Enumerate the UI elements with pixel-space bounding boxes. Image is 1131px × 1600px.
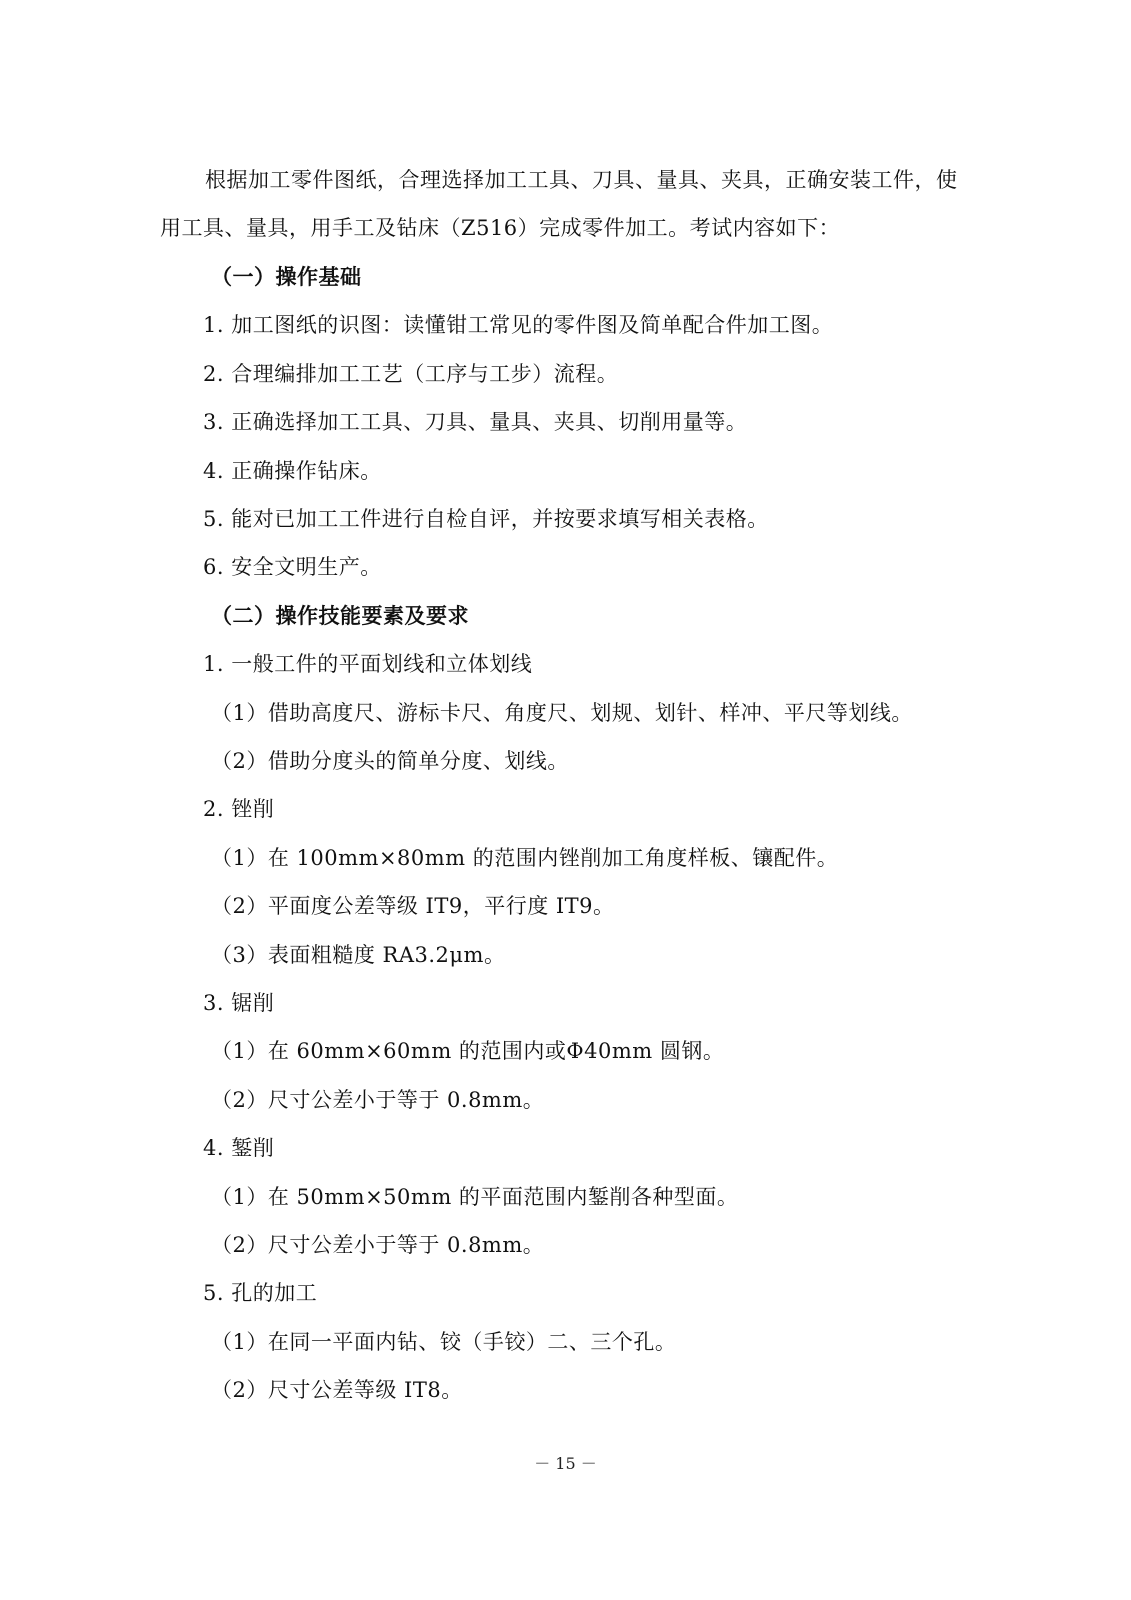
body-line: 6. 安全文明生产。 (203, 555, 382, 580)
section-heading: （二）操作技能要素及要求 (211, 602, 469, 628)
body-line: （1）借助高度尺、游标卡尺、角度尺、划规、划针、样冲、平尺等划线。 (211, 700, 913, 725)
body-line: （2）借助分度头的简单分度、划线。 (211, 749, 569, 773)
body-line: （1）在同一平面内钻、铰（手铰）二、三个孔。 (211, 1329, 677, 1354)
body-line: （2）尺寸公差小于等于 0.8mm。 (211, 1233, 545, 1257)
body-line: 3. 锯削 (203, 991, 275, 1015)
page-number: － 15 － (534, 1454, 597, 1473)
body-line: 2. 合理编排加工工艺（工序与工步）流程。 (203, 361, 619, 386)
body-line: 4. 錾削 (203, 1136, 275, 1161)
body-line: （1）在 50mm×50mm 的平面范围内錾削各种型面。 (211, 1184, 739, 1209)
body-line: （2）平面度公差等级 IT9，平行度 IT9。 (211, 894, 615, 919)
body-line: 4. 正确操作钻床。 (203, 458, 382, 483)
body-line: 2. 锉削 (203, 797, 275, 822)
body-line: 1. 加工图纸的识图：读懂钳工常见的零件图及简单配合件加工图。 (203, 313, 834, 338)
body-line: 5. 孔的加工 (203, 1281, 318, 1306)
body-line: （1）在 60mm×60mm 的范围内或Φ40mm 圆钢。 (211, 1039, 725, 1064)
intro-paragraph-line-2: 用工具、量具，用手工及钻床（Z516）完成零件加工。考试内容如下： (160, 216, 841, 240)
body-line: （2）尺寸公差小于等于 0.8mm。 (211, 1087, 545, 1112)
intro-paragraph-line-1: 根据加工零件图纸，合理选择加工工具、刀具、量具、夹具，正确安装工件，使 (205, 168, 958, 192)
body-line: 1. 一般工件的平面划线和立体划线 (203, 652, 533, 677)
section-heading: （一）操作基础 (211, 264, 362, 289)
body-line: （3）表面粗糙度 RA3.2μm。 (211, 942, 506, 967)
body-line: （2）尺寸公差等级 IT8。 (211, 1378, 463, 1403)
body-line: （1）在 100mm×80mm 的范围内锉削加工角度样板、镶配件。 (211, 845, 839, 870)
body-line: 5. 能对已加工工件进行自检自评，并按要求填写相关表格。 (203, 507, 769, 531)
body-line: 3. 正确选择加工工具、刀具、量具、夹具、切削用量等。 (203, 410, 748, 435)
